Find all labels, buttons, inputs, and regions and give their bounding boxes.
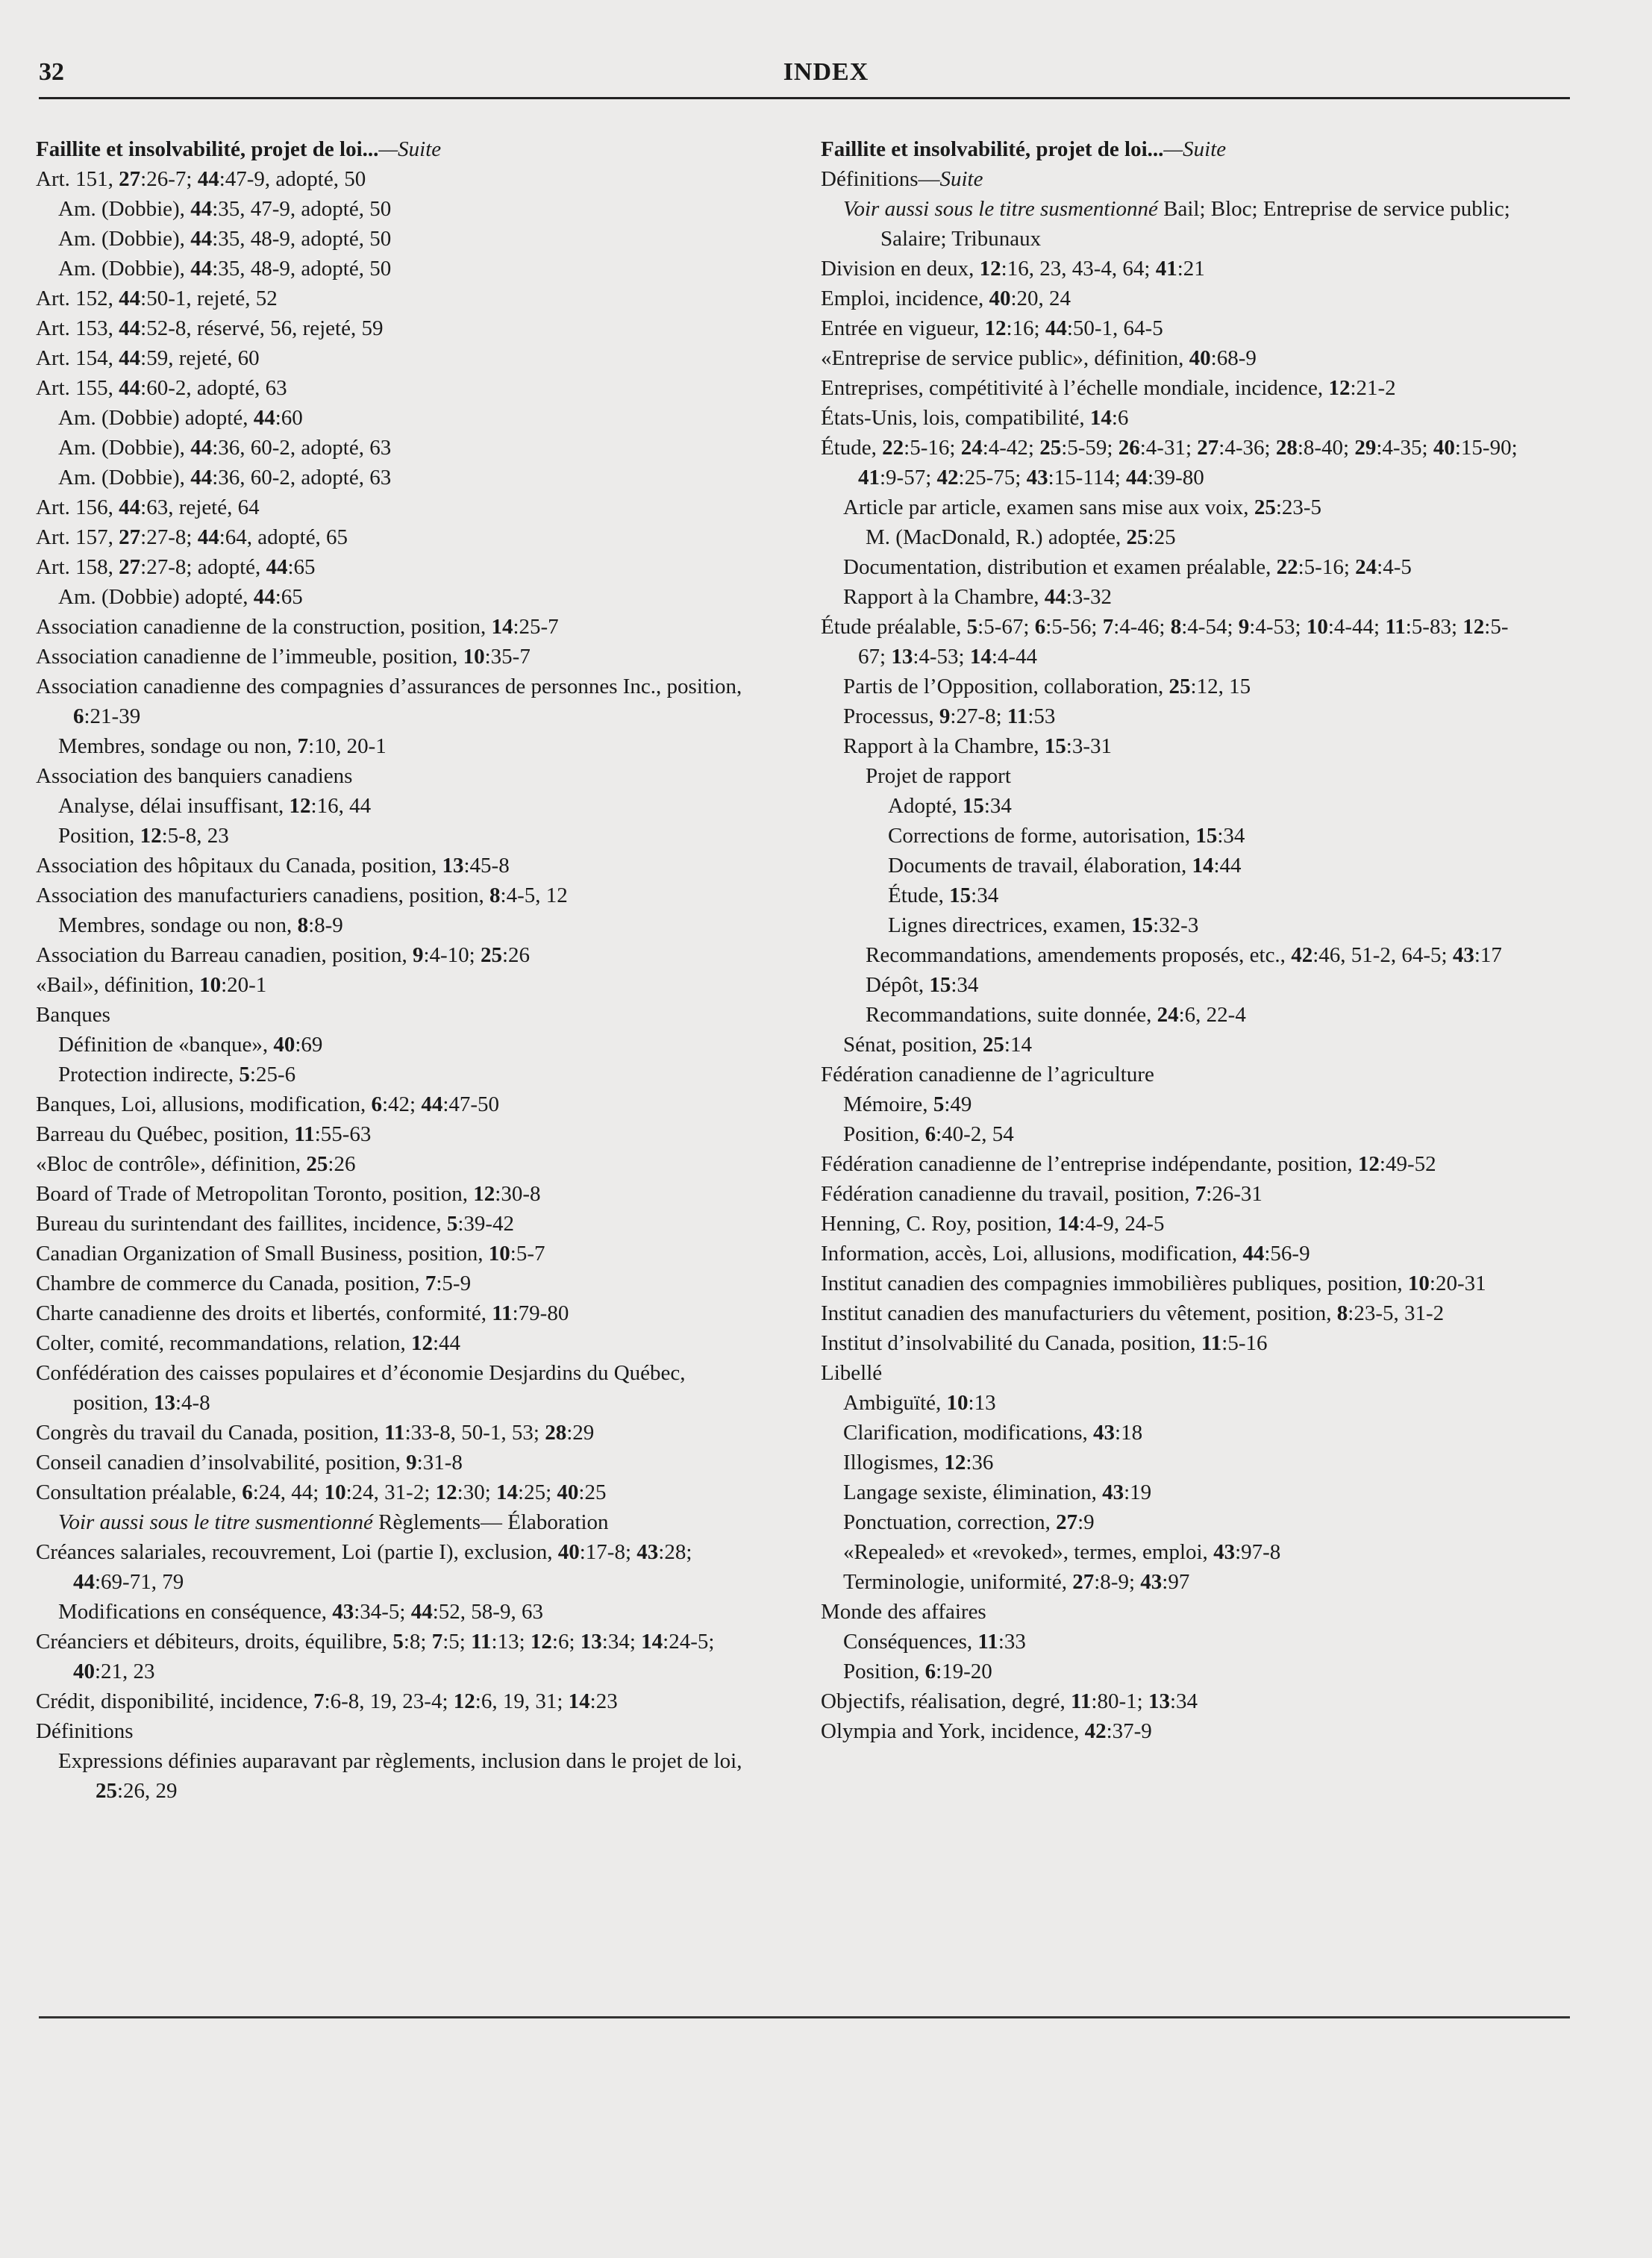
index-entry: Association canadienne des compagnies d’assurances de personnes Inc., position, 6:21-39	[36, 675, 742, 728]
index-entry: Recommandations, amendements proposés, etc., 42:46, 51-2, 64-5; 43:17	[866, 943, 1502, 967]
index-entry: Association des manufacturiers canadiens, position, 8:4-5, 12	[36, 884, 568, 907]
index-entry: Art. 158, 27:27-8; adopté, 44:65	[36, 555, 316, 579]
index-entry: Position, 6:19-20	[843, 1660, 992, 1683]
index-entry: Association des hôpitaux du Canada, position, 13:45-8	[36, 854, 510, 878]
index-entry: Art. 156, 44:63, rejeté, 64	[36, 495, 260, 519]
running-head: INDEX	[783, 58, 869, 86]
index-entry: Définition de «banque», 40:69	[58, 1033, 323, 1057]
index-entry: Conseil canadien d’insolvabilité, position, 9:31-8	[36, 1451, 463, 1474]
index-entry: Définitions	[36, 1719, 134, 1743]
index-entry: Am. (Dobbie), 44:36, 60-2, adopté, 63	[58, 436, 392, 460]
right-column	[821, 134, 1533, 1746]
footer-rule	[39, 2016, 1570, 2018]
index-entry: Voir aussi sous le titre susmentionné Bail; Bloc; Entreprise de service public; Salaire; Tribunaux	[843, 197, 1510, 251]
index-entry: Am. (Dobbie), 44:36, 60-2, adopté, 63	[58, 466, 392, 490]
index-entry: Fédération canadienne de l’agriculture	[821, 1063, 1154, 1086]
index-entry: Voir aussi sous le titre susmentionné Règlements— Élaboration	[58, 1510, 609, 1534]
index-entry: Am. (Dobbie), 44:35, 48-9, adopté, 50	[58, 257, 392, 281]
index-entry: M. (MacDonald, R.) adoptée, 25:25	[866, 525, 1176, 549]
index-entry: Créanciers et débiteurs, droits, équilibre, 5:8; 7:5; 11:13; 12:6; 13:34; 14:24-5; 40:21, 23	[36, 1630, 715, 1683]
index-entry: Congrès du travail du Canada, position, 11:33-8, 50-1, 53; 28:29	[36, 1421, 595, 1445]
index-entry: Association canadienne de l’immeuble, position, 10:35-7	[36, 645, 531, 669]
index-entry: Information, accès, Loi, allusions, modification, 44:56-9	[821, 1242, 1310, 1266]
index-entry: Modifications en conséquence, 43:34-5; 44:52, 58-9, 63	[58, 1600, 543, 1624]
index-entry: Recommandations, suite donnée, 24:6, 22-4	[866, 1003, 1246, 1027]
index-entry: Fédération canadienne de l’entreprise indépendante, position, 12:49-52	[821, 1152, 1436, 1176]
index-entry: Clarification, modifications, 43:18	[843, 1421, 1143, 1445]
index-entry: Sénat, position, 25:14	[843, 1033, 1032, 1057]
column-heading-suite: —Suite	[1163, 137, 1227, 161]
index-entry: Libellé	[821, 1361, 883, 1385]
index-entry: Board of Trade of Metropolitan Toronto, position, 12:30-8	[36, 1182, 541, 1206]
index-entry: Fédération canadienne du travail, position, 7:26-31	[821, 1182, 1263, 1206]
index-entry: Expressions définies auparavant par règlements, inclusion dans le projet de loi, 25:26, 29	[58, 1749, 742, 1803]
index-entry: Étude, 15:34	[888, 884, 999, 907]
index-entry: Association canadienne de la construction, position, 14:25-7	[36, 615, 559, 639]
index-entry: Étude, 22:5-16; 24:4-42; 25:5-59; 26:4-31; 27:4-36; 28:8-40; 29:4-35; 40:15-90; 41:9-57; 42:25-75; 43:15-114; 44:39-80	[821, 436, 1518, 490]
index-entry: Partis de l’Opposition, collaboration, 25:12, 15	[843, 675, 1251, 698]
index-entry: Art. 155, 44:60-2, adopté, 63	[36, 376, 287, 400]
column-heading-text: Faillite et insolvabilité, projet de loi...	[36, 137, 379, 161]
index-entry: États-Unis, lois, compatibilité, 14:6	[821, 406, 1129, 430]
index-entry: Rapport à la Chambre, 44:3-32	[843, 585, 1112, 609]
index-entry: «Entreprise de service public», définition, 40:68-9	[821, 346, 1257, 370]
index-entry: Am. (Dobbie), 44:35, 48-9, adopté, 50	[58, 227, 392, 251]
index-entry: Terminologie, uniformité, 27:8-9; 43:97	[843, 1570, 1190, 1594]
index-entry: Analyse, délai insuffisant, 12:16, 44	[58, 794, 372, 818]
index-entry: Lignes directrices, examen, 15:32-3	[888, 913, 1199, 937]
index-entry: Henning, C. Roy, position, 14:4-9, 24-5	[821, 1212, 1165, 1236]
index-entry: Institut canadien des compagnies immobilières publiques, position, 10:20-31	[821, 1272, 1486, 1295]
index-entry: Art. 152, 44:50-1, rejeté, 52	[36, 287, 278, 310]
column-heading	[36, 134, 748, 164]
index-entry: «Bloc de contrôle», définition, 25:26	[36, 1152, 356, 1176]
index-entry: Entrée en vigueur, 12:16; 44:50-1, 64-5	[821, 316, 1163, 340]
index-entry: Olympia and York, incidence, 42:37-9	[821, 1719, 1152, 1743]
index-entry: Institut d’insolvabilité du Canada, position, 11:5-16	[821, 1331, 1268, 1355]
index-entry: Charte canadienne des droits et libertés, conformité, 11:79-80	[36, 1301, 569, 1325]
index-entry: Colter, comité, recommandations, relation, 12:44	[36, 1331, 461, 1355]
header-rule	[39, 97, 1570, 99]
index-entry: Rapport à la Chambre, 15:3-31	[843, 734, 1112, 758]
index-entry: Banques	[36, 1003, 110, 1027]
index-entry: Dépôt, 15:34	[866, 973, 979, 997]
index-entry: Illogismes, 12:36	[843, 1451, 994, 1474]
index-entry: Division en deux, 12:16, 23, 43-4, 64; 41:21	[821, 257, 1205, 281]
column-heading	[821, 134, 1533, 164]
index-entry: Membres, sondage ou non, 8:8-9	[58, 913, 343, 937]
index-entry: Consultation préalable, 6:24, 44; 10:24, 31-2; 12:30; 14:25; 40:25	[36, 1480, 607, 1504]
index-entry: Documents de travail, élaboration, 14:44	[888, 854, 1242, 878]
column-heading-suite: —Suite	[378, 137, 442, 161]
index-entry: Processus, 9:27-8; 11:53	[843, 704, 1056, 728]
index-entry: Bureau du surintendant des faillites, incidence, 5:39-42	[36, 1212, 515, 1236]
page-number: 32	[39, 58, 64, 86]
index-entry: Corrections de forme, autorisation, 15:34	[888, 824, 1245, 848]
index-entry: Entreprises, compétitivité à l’échelle mondiale, incidence, 12:21-2	[821, 376, 1396, 400]
index-entry: Art. 153, 44:52-8, réservé, 56, rejeté, 59	[36, 316, 384, 340]
index-entry: Documentation, distribution et examen préalable, 22:5-16; 24:4-5	[843, 555, 1412, 579]
column-heading-text: Faillite et insolvabilité, projet de loi...	[821, 137, 1164, 161]
index-entry: Crédit, disponibilité, incidence, 7:6-8, 19, 23-4; 12:6, 19, 31; 14:23	[36, 1689, 618, 1713]
index-entry: Art. 151, 27:26-7; 44:47-9, adopté, 50	[36, 167, 366, 191]
index-entry: Adopté, 15:34	[888, 794, 1012, 818]
left-column	[36, 134, 748, 1806]
left-entries	[36, 164, 748, 1806]
index-entry: Barreau du Québec, position, 11:55-63	[36, 1122, 372, 1146]
index-entry: Monde des affaires	[821, 1600, 986, 1624]
index-entry: Banques, Loi, allusions, modification, 6:42; 44:47-50	[36, 1092, 500, 1116]
index-entry: Association des banquiers canadiens	[36, 764, 353, 788]
index-entry: Association du Barreau canadien, position, 9:4-10; 25:26	[36, 943, 531, 967]
page-header	[0, 0, 1652, 104]
index-entry: Am. (Dobbie) adopté, 44:60	[58, 406, 303, 430]
index-entry: Canadian Organization of Small Business, position, 10:5-7	[36, 1242, 545, 1266]
index-entry: Ponctuation, correction, 27:9	[843, 1510, 1095, 1534]
index-entry: Mémoire, 5:49	[843, 1092, 972, 1116]
index-entry: Protection indirecte, 5:25-6	[58, 1063, 296, 1086]
index-entry: Conséquences, 11:33	[843, 1630, 1026, 1654]
index-entry: «Bail», définition, 10:20-1	[36, 973, 267, 997]
index-entry: Définitions—Suite	[821, 167, 983, 191]
index-entry: Ambiguïté, 10:13	[843, 1391, 996, 1415]
index-entry: Article par article, examen sans mise aux voix, 25:23-5	[843, 495, 1322, 519]
index-entry: Am. (Dobbie) adopté, 44:65	[58, 585, 303, 609]
index-entry: Langage sexiste, élimination, 43:19	[843, 1480, 1152, 1504]
index-entry: Confédération des caisses populaires et d’économie Desjardins du Québec, position, 13:4-8	[36, 1361, 686, 1415]
index-entry: Art. 154, 44:59, rejeté, 60	[36, 346, 260, 370]
index-entry: Étude préalable, 5:5-67; 6:5-56; 7:4-46; 8:4-54; 9:4-53; 10:4-44; 11:5-83; 12:5-67; 13:4-53; 14:4-44	[821, 615, 1509, 669]
index-entry: Am. (Dobbie), 44:35, 47-9, adopté, 50	[58, 197, 392, 221]
index-entry: Chambre de commerce du Canada, position, 7:5-9	[36, 1272, 472, 1295]
index-entry: Art. 157, 27:27-8; 44:64, adopté, 65	[36, 525, 348, 549]
index-entry: Position, 12:5-8, 23	[58, 824, 229, 848]
index-entry: Projet de rapport	[866, 764, 1011, 788]
index-entry: Créances salariales, recouvrement, Loi (partie I), exclusion, 40:17-8; 43:28; 44:69-71, 79	[36, 1540, 692, 1594]
index-entry: Institut canadien des manufacturiers du vêtement, position, 8:23-5, 31-2	[821, 1301, 1445, 1325]
index-entry: Membres, sondage ou non, 7:10, 20-1	[58, 734, 387, 758]
index-entry: «Repealed» et «revoked», termes, emploi, 43:97-8	[843, 1540, 1281, 1564]
index-entry: Position, 6:40-2, 54	[843, 1122, 1014, 1146]
right-entries	[821, 164, 1533, 1746]
index-entry: Emploi, incidence, 40:20, 24	[821, 287, 1071, 310]
index-entry: Objectifs, réalisation, degré, 11:80-1; 13:34	[821, 1689, 1198, 1713]
